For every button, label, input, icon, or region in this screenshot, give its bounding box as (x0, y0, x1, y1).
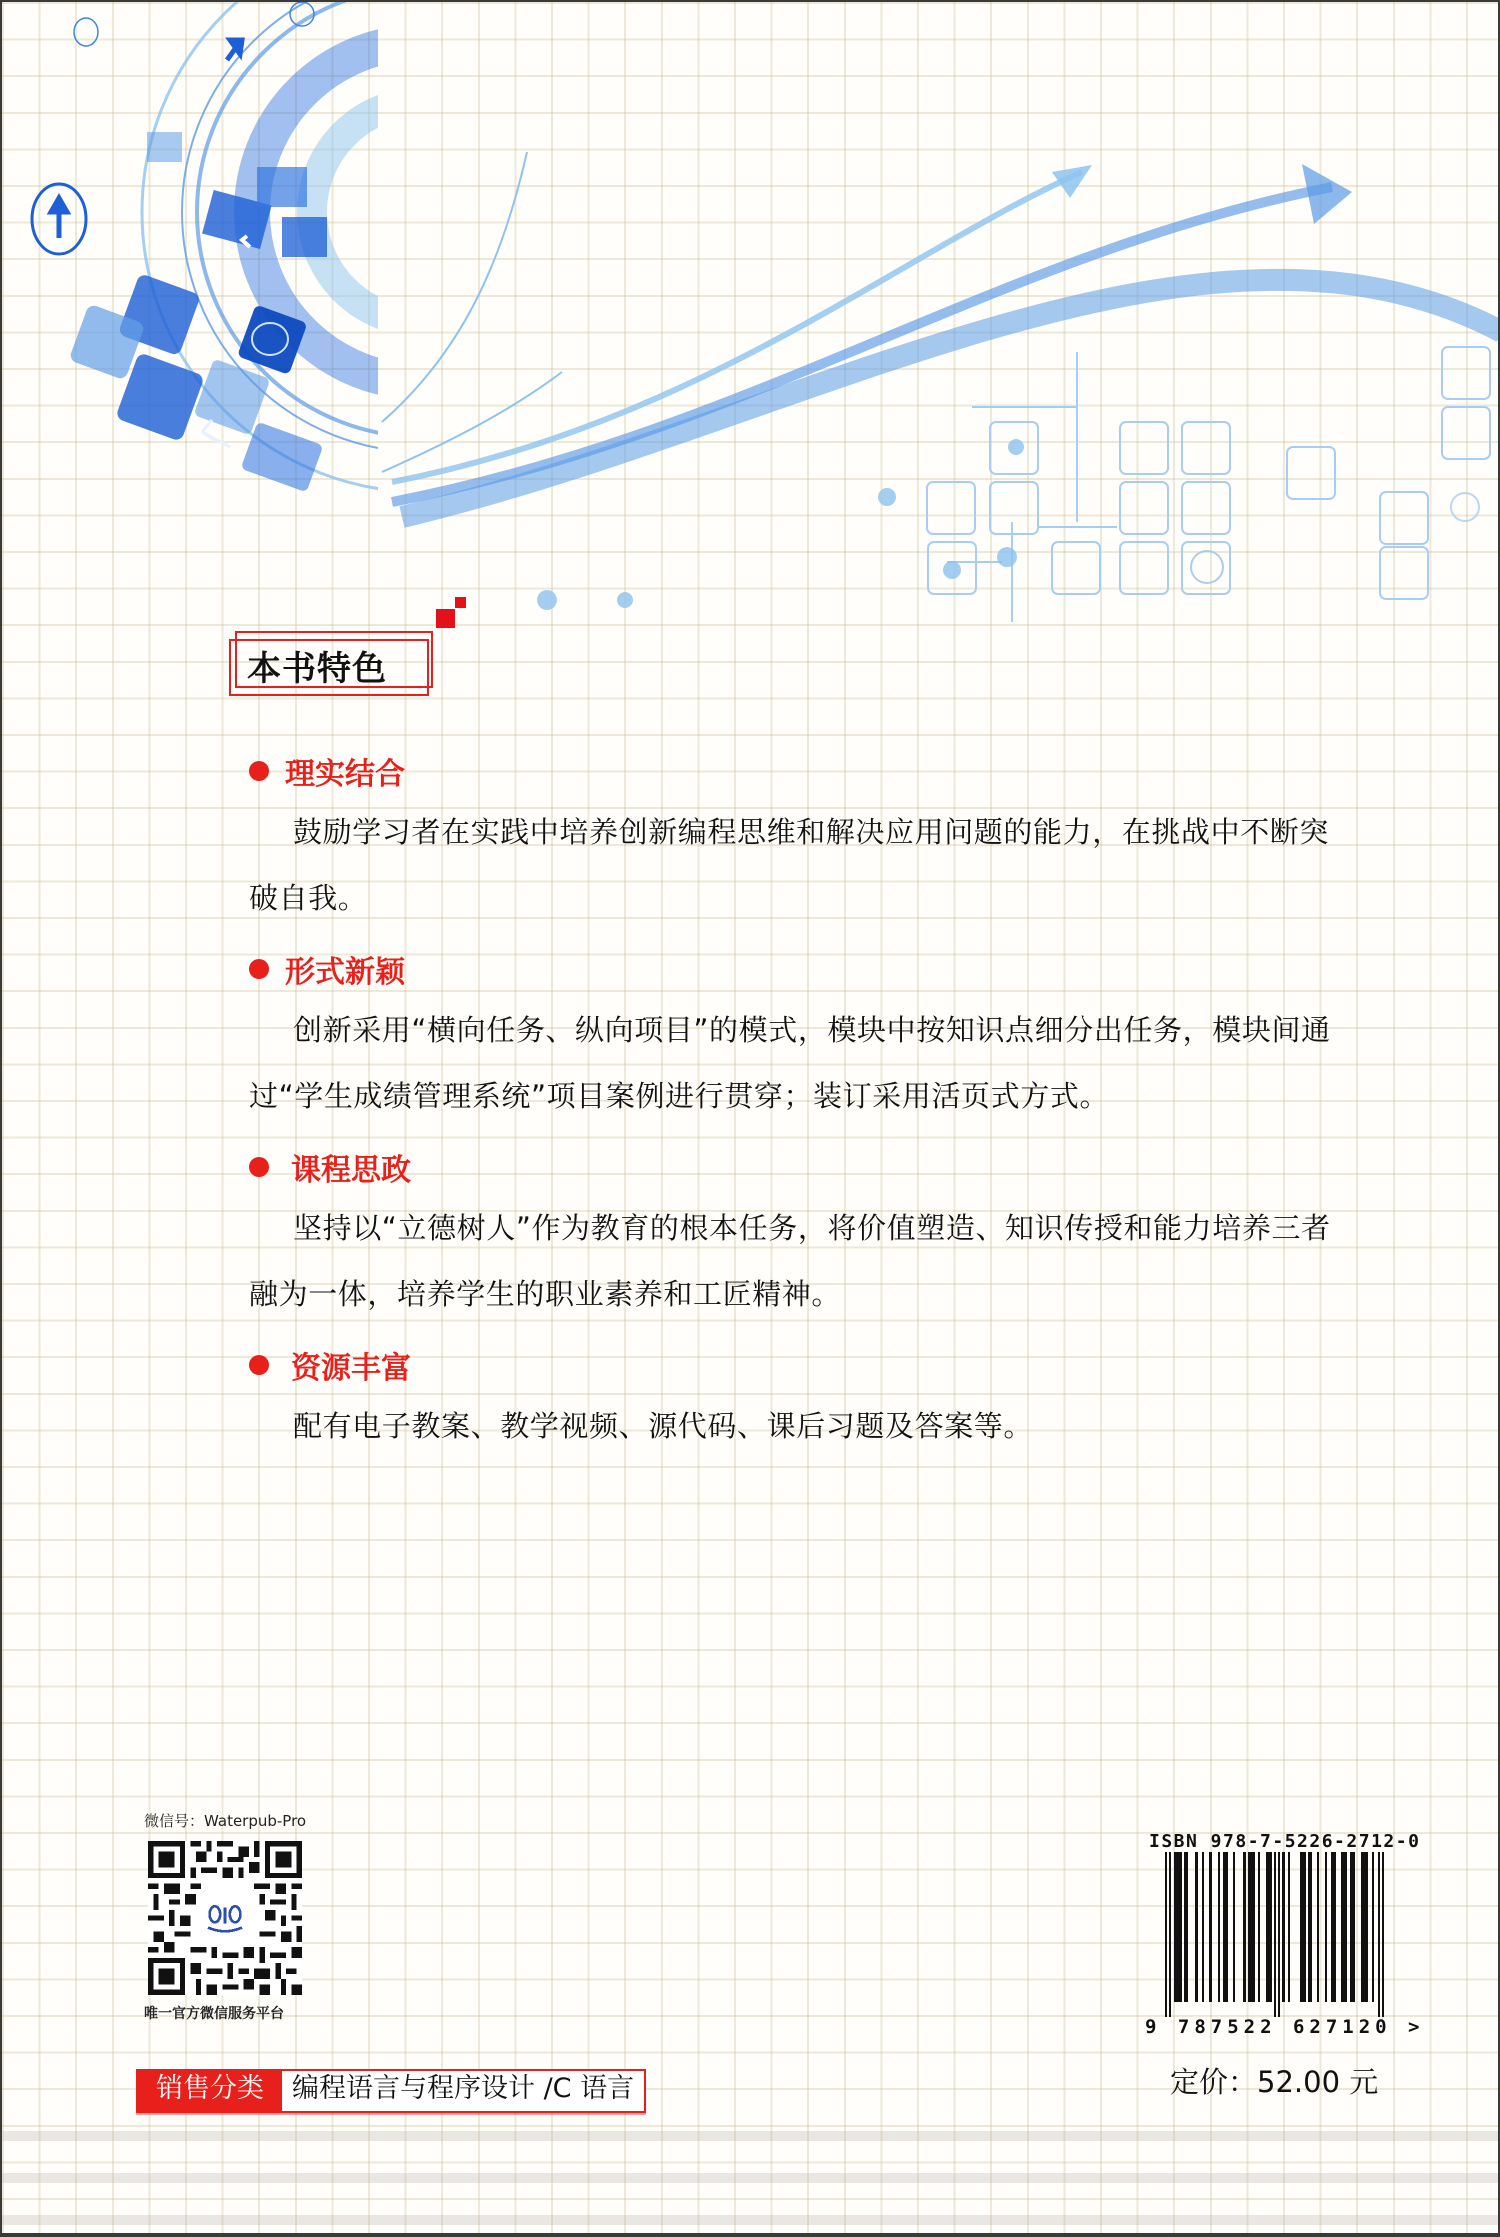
decor-red-square-small (455, 597, 466, 608)
bullet-icon (249, 761, 269, 781)
feature-list (249, 747, 1369, 1473)
tech-circle-art-icon (2, 2, 1500, 642)
feature-description: 鼓励学习者在实践中培养创新编程思维和解决应用问题的能力，在挑战中不断突破自我。 (249, 815, 1330, 915)
bullet-icon (249, 1355, 269, 1375)
feature-item (249, 945, 1369, 1129)
feature-item (249, 1143, 1369, 1327)
feature-description: 配有电子教案、教学视频、源代码、课后习题及答案等。 (293, 1409, 1034, 1443)
feature-item (249, 747, 1369, 931)
sales-category (136, 2069, 646, 2113)
isbn-text: ISBN 978-7-5226-2712-0 (1149, 1831, 1421, 1852)
feature-description: 创新采用“横向任务、纵向项目”的模式，模块中按知识点细分出任务，模块间通过“学生成绩管理系统”项目案例进行贯穿；装订采用活页式方式。 (249, 1013, 1331, 1113)
category-label: 销售分类 (138, 2071, 282, 2111)
wechat-account-label: 微信号：Waterpub-Pro (144, 1812, 307, 1830)
feature-title: 资源丰富 (291, 1351, 411, 1386)
feature-description: 坚持以“立德树人”作为教育的根本任务，将价值塑造、知识传授和能力培养三者融为一体，培养学生的职业素养和工匠精神。 (249, 1211, 1331, 1311)
paper-streaks (2, 2117, 1498, 2233)
bullet-icon (249, 959, 269, 979)
feature-title: 课程思政 (291, 1153, 411, 1188)
decor-red-square (436, 609, 455, 628)
feature-title: 形式新颖 (285, 955, 405, 990)
price: 定价：52.00 元 (1170, 2065, 1379, 2099)
category-value: 编程语言与程序设计 /C 语言 (282, 2071, 644, 2111)
qr-code-icon[interactable] (148, 1840, 302, 1996)
isbn-barcode-digits: 9 787522 627120 > (1145, 2016, 1425, 2038)
features-title: 本书特色 (247, 649, 387, 689)
barcode-icon (1165, 1852, 1390, 2017)
features-header (229, 631, 434, 695)
wechat-caption: 唯一官方微信服务平台 (144, 2006, 284, 2022)
feature-title: 理实结合 (285, 757, 405, 792)
feature-item (249, 1341, 1369, 1459)
bullet-icon (249, 1157, 269, 1177)
